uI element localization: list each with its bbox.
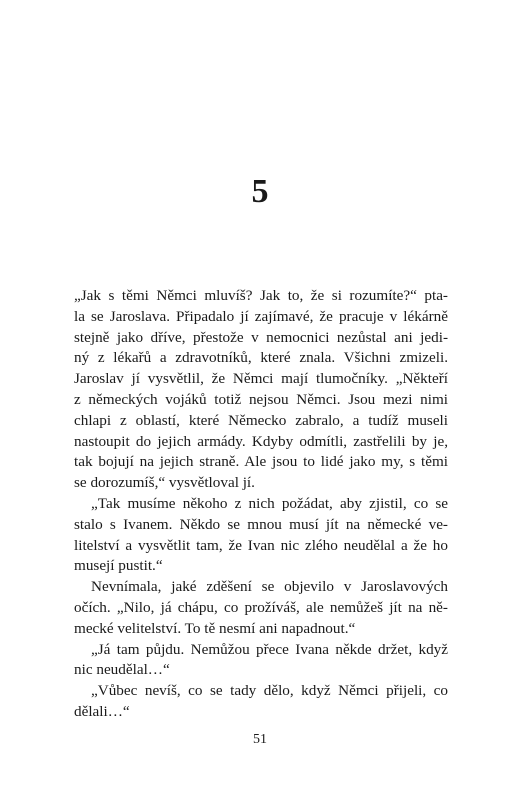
text-line: Jaroslav jí vysvětlil, že Němci mají tlumočníky. „Někteří [74,370,448,388]
text-line: nic neudělal…“ [74,661,170,679]
text-line: chlapi z oblastí, které Německo zabralo, a tudíž museli [74,411,448,429]
paragraph-4 [74,640,448,682]
text-line: tak bojují na jejich straně. Ale jsou to lidé jako my, s těmi [74,453,448,471]
page-number: 51 [253,732,267,747]
text-line: očích. „Nilo, já chápu, co prožíváš, ale nemůžeš jít na ně- [74,598,448,616]
text-line: Nevnímala, jaké zděšení se objevilo v Jaroslavových [91,578,448,596]
text-line: ný z lékařů a zdravotníků, které znala. Všichni zmizeli. [74,349,448,367]
text-line: „Já tam půjdu. Nemůžou přece Ivana někde držet, když [91,640,448,658]
text-line: stejně jako dříve, přestože v nemocnici nezůstal ani jedi- [74,328,448,346]
text-line: litelství a vysvětlit tam, že Ivan nic zlého neudělal a že ho [74,536,448,554]
text-line: se dorozumíš,“ vysvětloval jí. [74,474,255,492]
paragraph-1 [74,286,448,494]
text-line: dělali…“ [74,702,130,720]
text-line: z německých vojáků totiž nejsou Němci. Jsou mezi nimi [74,390,448,408]
text-line: „Tak musíme někoho z nich požádat, aby zjistil, co se [91,494,448,512]
paragraph-3 [74,577,448,639]
text-line: stalo s Ivanem. Někdo se mnou musí jít na německé ve- [74,515,448,533]
paragraph-2 [74,494,448,577]
paragraph-5 [74,681,448,723]
text-line: musejí pustit.“ [74,557,163,575]
body-text [74,286,448,723]
text-line: nastoupit do jejich armády. Kdyby odmítli, zastřelili by je, [74,432,448,450]
text-line: „Vůbec nevíš, co se tady dělo, když Němci přijeli, co [91,682,448,700]
chapter-number: 5 [251,173,269,210]
text-line: „Jak s těmi Němci mluvíš? Jak to, že si rozumíte?“ pta- [74,287,448,304]
text-line: la se Jaroslava. Připadalo jí zajímavé, že pracuje v lékárně [74,307,448,325]
text-line: mecké velitelství. To tě nesmí ani napadnout.“ [74,619,356,637]
